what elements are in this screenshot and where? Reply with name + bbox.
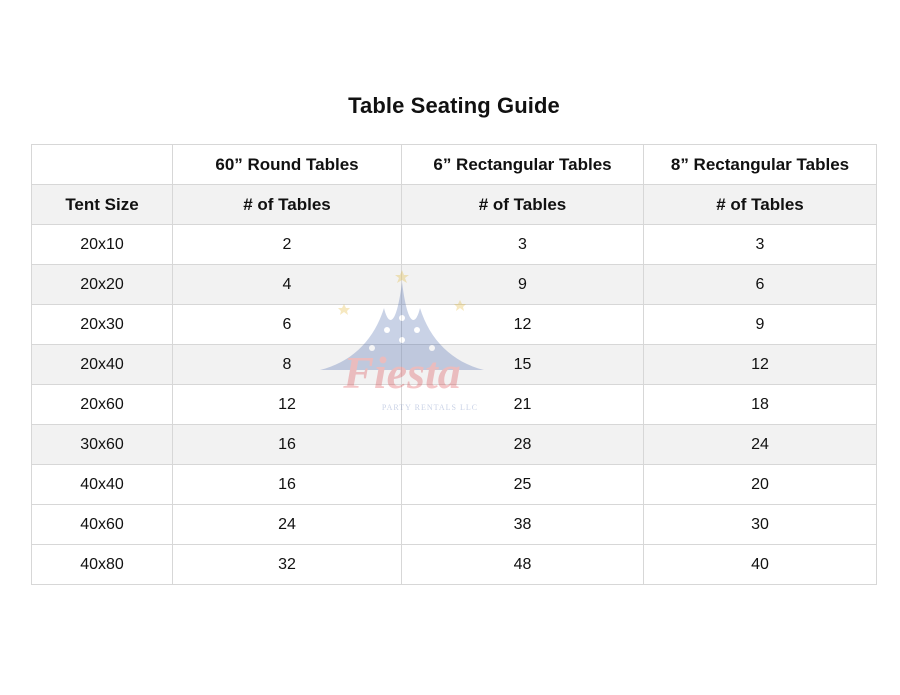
rect6-count-cell: 12 — [402, 305, 644, 345]
round-count-cell: 6 — [173, 305, 402, 345]
round-count-cell: 2 — [173, 225, 402, 265]
rect6-count-cell: 3 — [402, 225, 644, 265]
rect6-count-cell: 21 — [402, 385, 644, 425]
rect8-count-cell: 18 — [644, 385, 877, 425]
subheader-num-tables: # of Tables — [173, 185, 402, 225]
table-row — [32, 385, 877, 425]
subheader-row — [32, 185, 877, 225]
rect8-count-cell: 12 — [644, 345, 877, 385]
rect8-count-cell: 9 — [644, 305, 877, 345]
table-row — [32, 345, 877, 385]
logo-brand-text: Fiesta — [343, 347, 461, 398]
rect8-count-cell: 40 — [644, 545, 877, 585]
table-row — [32, 305, 877, 345]
tent-size-cell: 20x30 — [32, 305, 173, 345]
header-8ft-rect-tables: 8” Rectangular Tables — [644, 145, 877, 185]
rect6-count-cell: 28 — [402, 425, 644, 465]
rect8-count-cell: 24 — [644, 425, 877, 465]
tent-size-cell: 40x40 — [32, 465, 173, 505]
rect8-count-cell: 20 — [644, 465, 877, 505]
page-title: Table Seating Guide — [348, 93, 560, 118]
tent-size-cell: 20x40 — [32, 345, 173, 385]
table-row — [32, 265, 877, 305]
rect6-count-cell: 38 — [402, 505, 644, 545]
header-row — [32, 145, 877, 185]
subheader-num-tables: # of Tables — [402, 185, 644, 225]
round-count-cell: 4 — [173, 265, 402, 305]
round-count-cell: 8 — [173, 345, 402, 385]
rect6-count-cell: 48 — [402, 545, 644, 585]
seating-table — [31, 144, 877, 585]
tent-size-cell: 40x60 — [32, 505, 173, 545]
tent-size-cell: 20x60 — [32, 385, 173, 425]
table-row — [32, 425, 877, 465]
rect8-count-cell: 3 — [644, 225, 877, 265]
table-row — [32, 225, 877, 265]
round-count-cell: 16 — [173, 425, 402, 465]
rect6-count-cell: 25 — [402, 465, 644, 505]
table-row — [32, 545, 877, 585]
table-row — [32, 465, 877, 505]
tent-size-cell: 20x20 — [32, 265, 173, 305]
table-row — [32, 505, 877, 545]
rect8-count-cell: 30 — [644, 505, 877, 545]
tent-size-cell: 20x10 — [32, 225, 173, 265]
round-count-cell: 32 — [173, 545, 402, 585]
subheader-num-tables: # of Tables — [644, 185, 877, 225]
header-6ft-rect-tables: 6” Rectangular Tables — [402, 145, 644, 185]
subheader-tent-size: Tent Size — [32, 185, 173, 225]
logo-tagline-text: PARTY RENTALS LLC — [381, 403, 479, 412]
rect6-count-cell: 9 — [402, 265, 644, 305]
header-round-tables: 60” Round Tables — [173, 145, 402, 185]
tent-size-cell: 40x80 — [32, 545, 173, 585]
round-count-cell: 12 — [173, 385, 402, 425]
rect8-count-cell: 6 — [644, 265, 877, 305]
tent-size-cell: 30x60 — [32, 425, 173, 465]
round-count-cell: 24 — [173, 505, 402, 545]
round-count-cell: 16 — [173, 465, 402, 505]
rect6-count-cell: 15 — [402, 345, 644, 385]
header-blank-cell — [32, 145, 173, 185]
